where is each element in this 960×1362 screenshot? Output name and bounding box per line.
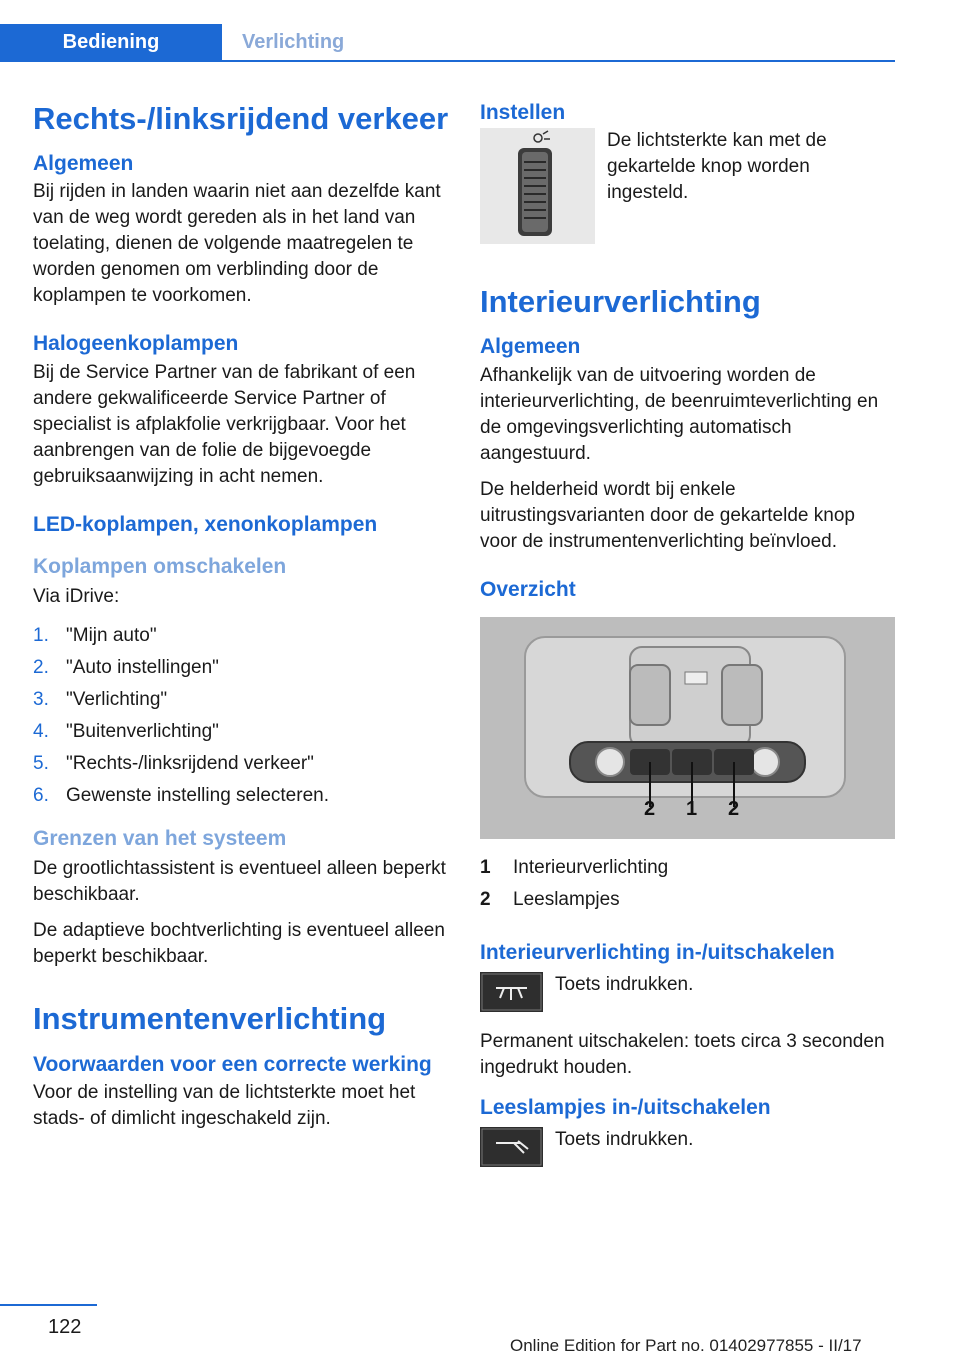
callout-label: 1 bbox=[686, 797, 698, 820]
lees-row bbox=[480, 1127, 895, 1172]
section-title-interieur: Interieurverlichting bbox=[480, 284, 761, 320]
header-tabs bbox=[0, 24, 895, 60]
heading-led: LED-koplampen, xenonkoplampen bbox=[33, 512, 378, 536]
steps-list bbox=[33, 620, 451, 812]
paragraph-interieur-2: De helderheid wordt bij enkele uitrustingsvarianten door de gekartelde knop voor de instrumentenverlichting beïnvloed. bbox=[480, 478, 855, 552]
paragraph-inuit: Toets indrukken. bbox=[555, 974, 694, 996]
heading-grenzen: Grenzen van het systeem bbox=[33, 827, 287, 851]
heading-inuit: Interieurverlichting in-/uitschakelen bbox=[480, 940, 835, 964]
paragraph-lees: Toets indrukken. bbox=[555, 1129, 694, 1151]
heading-algemeen-interieur: Algemeen bbox=[480, 335, 581, 359]
page-number-rule bbox=[0, 1304, 97, 1306]
footer-edition: Online Edition for Part no. 01402977855 - II/17 bbox=[510, 1336, 862, 1355]
heading-omschakelen: Koplampen omschakelen bbox=[33, 554, 287, 578]
paragraph-via: Via iDrive: bbox=[33, 586, 120, 608]
list-item: 1. "Mijn auto" bbox=[33, 625, 157, 647]
heading-leeslampjes: Leeslampjes in-/uitschakelen bbox=[480, 1096, 771, 1120]
page-number: 122 bbox=[48, 1316, 82, 1338]
right-column bbox=[480, 100, 895, 1184]
list-item: 4. "Buitenverlichting" bbox=[33, 721, 219, 743]
section-title-instrumenten: Instrumentenverlichting bbox=[33, 1001, 387, 1037]
interior-light-button-icon bbox=[480, 972, 543, 1017]
list-item: 2. "Auto instellingen" bbox=[33, 657, 219, 679]
paragraph-instellen: De lichtsterkte kan met de gekartelde knop worden ingesteld. bbox=[607, 130, 827, 204]
tab-verlichting[interactable]: Verlichting bbox=[242, 30, 345, 53]
callout-label: 2 bbox=[644, 797, 656, 820]
legend-item: 1 Interieurverlichting bbox=[480, 856, 669, 878]
paragraph-grenzen-2: De adaptieve bochtverlichting is eventueel alleen beperkt beschikbaar. bbox=[33, 920, 445, 968]
instellen-row bbox=[480, 128, 895, 249]
paragraph-interieur-1: Afhankelijk van de uitvoering worden de interieurverlichting, de beenruimteverlichting en de omgevingsverlichting automatisch aangestuurd. bbox=[480, 364, 879, 464]
callout-label: 2 bbox=[728, 797, 740, 820]
left-column bbox=[33, 100, 451, 1142]
paragraph-voorwaarden: Voor de instelling van de lichtsterkte moet het stads- of dimlicht ingeschakeld zijn. bbox=[33, 1081, 416, 1129]
legend-item: 2 Leeslampjes bbox=[480, 888, 620, 910]
heading-instellen: Instellen bbox=[480, 101, 566, 124]
header-rule bbox=[0, 60, 895, 62]
heading-voorwaarden: Voorwaarden voor een correcte werking bbox=[33, 1052, 432, 1076]
legend-list bbox=[480, 852, 895, 916]
list-item: 6. Gewenste instelling selecteren. bbox=[33, 785, 329, 807]
paragraph-permanent: Permanent uitschakelen: toets circa 3 seconden ingedrukt houden. bbox=[480, 1031, 885, 1079]
overhead-console-image bbox=[480, 617, 895, 844]
list-item: 3. "Verlichting" bbox=[33, 689, 168, 711]
paragraph-halogeen: Bij de Service Partner van de fabrikant of een andere gekwalificeerde Service Partner of specialist is afplakfolie verkrijgbaar. Voor het aanbrengen van de folie de bijgevoegde gebruiksaanwijzing in acht nemen. bbox=[33, 361, 416, 487]
list-item: 5. "Rechts-/linksrijdend verkeer" bbox=[33, 753, 314, 775]
paragraph-algemeen: Bij rijden in landen waarin niet aan dezelfde kant van de weg wordt gereden als in het land van toelating, dienen de volgende maatregelen te worden genomen om verblinding door de koplampen te voorkomen. bbox=[33, 181, 441, 307]
heading-algemeen: Algemeen bbox=[33, 152, 134, 176]
inuit-row bbox=[480, 972, 895, 1017]
dimmer-knob-image bbox=[480, 128, 595, 249]
reading-light-button-icon bbox=[480, 1127, 543, 1172]
heading-halogeen: Halogeenkoplampen bbox=[33, 332, 239, 356]
tab-bediening[interactable]: Bediening bbox=[0, 24, 222, 60]
section-title-rechts-links: Rechts-/linksrijdend verkeer bbox=[33, 101, 449, 136]
paragraph-grenzen-1: De grootlichtassistent is eventueel alleen beperkt beschikbaar. bbox=[33, 858, 446, 906]
heading-overzicht: Overzicht bbox=[480, 577, 576, 601]
